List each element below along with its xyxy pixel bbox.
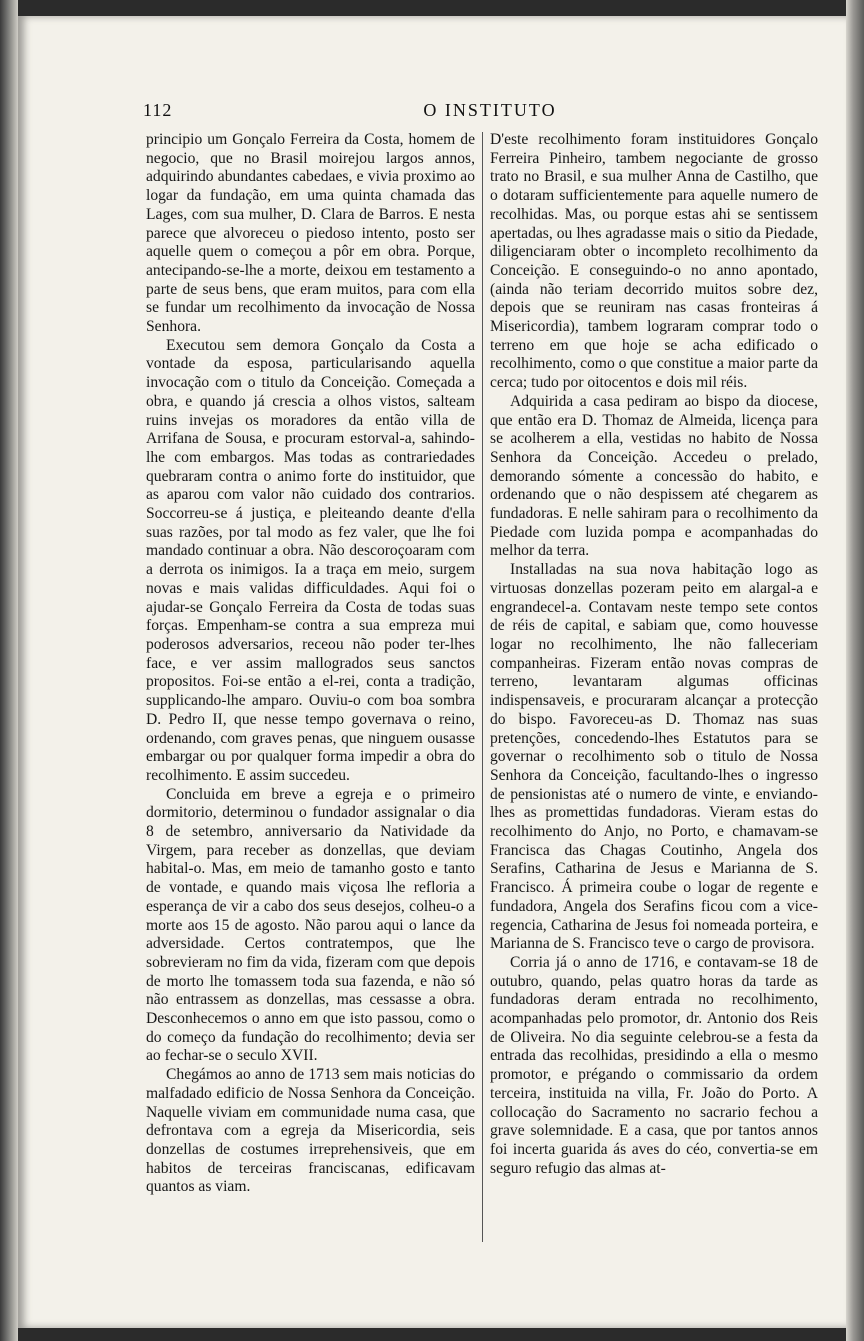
right-column bbox=[490, 131, 818, 1178]
paragraph: principio um Gonçalo Ferreira da Costa, homem de negocio, que no Brasil moirejou largos annos, adquirindo abundantes cabedaes, e vivia proximo ao logar da fundação, em uma quinta chamada das Lages, com sua mulher, D. Clara de Barros. E nesta parece que alvoreceu o piedoso intento, posto ser aquelle quem o começou a pôr em obra. Porque, antecipando-se-lhe a morte, deixou em testamento a parte de seus bens, que eram muitos, para com ella se fundar um recolhimento da invocação de Nossa Senhora. bbox=[146, 131, 475, 336]
right-page-edge bbox=[846, 0, 864, 1341]
journal-title: O INSTITUTO bbox=[423, 100, 557, 120]
left-column bbox=[146, 131, 475, 1197]
page-number: 112 bbox=[143, 100, 173, 120]
paragraph: Installadas na sua nova habitação logo as virtuosas donzellas pozeram peito em alargal-a e engrandecel-a. Contavam neste tempo sete contos de réis de capital, e sabiam que, como houvesse logar no recolhimento, lhe não falleceriam companheiras. Fizeram então novas compras de terreno, levantaram algumas officinas indispensaveis, e procuraram alcançar a protecção do bispo. Favoreceu-as D. Thomaz nas suas pretenções, concedendo-lhes Estatutos para se governar o recolhimento sob o titulo de Nossa Senhora da Conceição, facultando-lhes o ingresso de pensionistas até o numero de vinte, e enviando-lhes as promettidas fundadoras. Vieram estas do recolhimento do Anjo, no Porto, e chamavam-se Francisca das Chagas Coutinho, Angela dos Serafins, Catharina de Jesus e Marianna de S. Francisco. Á primeira coube o logar de regente e fundadora, Angela dos Serafins ficou com a vice-regencia, Catharina de Jesus foi nomeada porteira, e Marianna de S. Francisco teve o cargo de provisora. bbox=[490, 561, 818, 953]
paragraph: Adquirida a casa pediram ao bispo da diocese, que então era D. Thomaz de Almeida, licença para se acolherem a ella, vestidas no habito de Nossa Senhora da Conceição. Accedeu o prelado, demorando sómente a concessão do habito, e ordenando que o não despissem até chegarem as fundadoras. E nelle sahiram para o recolhimento da Piedade com luzida pompa e acompanhadas do melhor da terra. bbox=[490, 392, 818, 560]
paragraph: Corria já o anno de 1716, e contavam-se 18 de outubro, quando, pelas quatro horas da tarde as fundadoras deram entrada no recolhimento, acompanhadas pelo promotor, dr. Antonio dos Reis de Oliveira. No dia seguinte celebrou-se a festa da entrada das recolhidas, presidindo a ella o mesmo promotor, e prégando o commissario da ordem terceira, instituida na villa, Fr. João do Porto. A collocação do Sacramento no sacrario fechou a grave solemnidade. E a casa, que por tantos annos foi incerta guarida ás aves do céo, convertia-se em seguro refugio das almas at- bbox=[490, 953, 818, 1177]
paragraph: Concluida em breve a egreja e o primeiro dormitorio, determinou o fundador assignalar o dia 8 de setembro, anniversario da Natividade da Virgem, para receber as donzellas, que deviam habital-o. Mas, em meio de tamanho gosto e tanto de vontade, e quando mais viçosa lhe refloria a esperança de vir a cabo dos seus desejos, colheu-o a morte aos 15 de agosto. Não parou aqui o lance da adversidade. Certos contratempos, que lhe sobrevieram no fim da vida, fizeram com que depois de morto lhe tomassem toda sua fazenda, e não só não entrassem as donzellas, mas cessasse a obra. Desconhecemos o anno em que isto passou, como o do começo da fundação do recolhimento; devia ser ao fechar-se o seculo XVII. bbox=[146, 785, 475, 1065]
column-divider bbox=[482, 132, 483, 1242]
paragraph: D'este recolhimento foram instituidores Gonçalo Ferreira Pinheiro, tambem negociante de grosso trato no Brasil, e sua mulher Anna de Castilho, que o dotaram sufficientemente para aquelle numero de recolhidas. Mas, ou porque estas ahi se sentissem apertadas, ou lhes agradasse mais o sitio da Piedade, diligenciaram obter o incompleto recolhimento da Conceição. E conseguindo-o no anno apontado, (ainda não teriam decorrido muitos sobre dez, depois que se reuniram nas casas fronteiras á Misericordia), tambem lograram comprar todo o terreno em que hoje se acha edificado o recolhimento, como o que constitue a maior parte da cerca; tudo por oitocentos e dois mil réis. bbox=[490, 131, 818, 392]
paragraph: Executou sem demora Gonçalo da Costa a vontade da esposa, particularisando aquella invocação com o titulo da Conceição. Começada a obra, e quando já crescia a olhos vistos, salteam ruins invejas os moradores da então villa de Arrifana de Sousa, e procuram estorval-a, sahindo-lhe com embargos. Mas todas as contrariedades quebraram contra o animo forte do instituidor, que as aparou com valor não cuidado dos contrarios. Soccorreu-se á justiça, e pleiteando deante d'ella suas razões, por tal modo as fez valer, que lhe foi mandado continuar a obra. Não descoroçoaram com a derrota os inimigos. Ia a traça em meio, surgem novas e mais validas difficuldades. Aqui foi o ajudar-se Gonçalo Ferreira da Costa de todas suas forças. Empenham-se contra a sua empreza mui poderosos adversarios, receou não poder ter-lhes face, e ver assim mallogrados seus sanctos propositos. Foi-se então a el-rei, conta a tradição, supplicando-lhe amparo. Ouviu-o com boa sombra D. Pedro II, que nesse tempo governava o reino, ordenando, com graves penas, que ninguem ousasse embargar ou por qualquer forma impedir a obra do recolhimento. E assim succedeu. bbox=[146, 336, 475, 784]
left-page-edge bbox=[0, 0, 18, 1341]
paragraph: Chegámos ao anno de 1713 sem mais noticias do malfadado edificio de Nossa Senhora da Conceição. Naquelle viviam em communidade numa casa, que defrontava com a egreja da Misericordia, seis donzellas de costumes irreprehensiveis, que em habitos de terceiras franciscanas, edificavam quantos as viam. bbox=[146, 1066, 475, 1196]
page-header bbox=[143, 100, 817, 124]
